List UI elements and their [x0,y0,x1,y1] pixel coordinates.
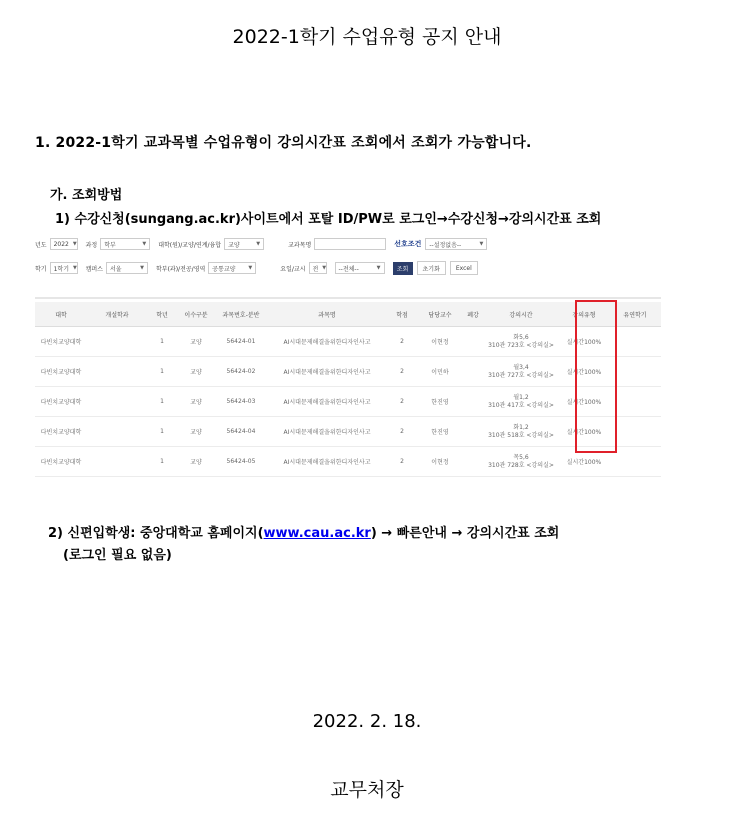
campus-select[interactable]: 서울 ▼ [106,262,148,274]
course-name-link[interactable]: AI시대문제해결을위한디자인사고 [267,387,387,417]
college-label: 대학(원)/교양/연계/융합 [158,241,222,249]
closed-cell [463,447,483,477]
col-header[interactable]: 담당교수 [417,302,463,327]
step-1-text: 1) 수강신청(sungang.ac.kr)사이트에서 포탈 ID/PW로 로그인→수강신청→강의시간표 조회 [55,212,602,227]
type-cell: 교양 [177,447,215,477]
table-row[interactable] [35,417,661,447]
campus-label: 캠퍼스 [85,265,103,273]
timetable-screenshot [35,232,661,469]
type-cell: 교양 [177,387,215,417]
table-row[interactable] [35,327,661,357]
divider [35,297,661,299]
time-cell: 월1,2 310관 417호 <강의실> [483,387,559,417]
class-type-cell: 실시간100% [559,357,609,387]
course-number-link[interactable]: 56424-01 [215,327,267,357]
day-select[interactable]: 전 ▼ [309,262,327,274]
step-2-text: 2) 신편입학생: 중앙대학교 홈페이지(www.cau.ac.kr) → 빠른안내 → 강의시간표 조회 [48,526,560,541]
professor-link[interactable]: 이현정 [417,327,463,357]
year-select[interactable]: 2022 ▼ [50,238,78,250]
professor-link[interactable]: 한진영 [417,417,463,447]
course-name-link[interactable]: AI시대문제해결을위한디자인사고 [267,327,387,357]
professor-link[interactable]: 이민하 [417,357,463,387]
step-2-note: (로그인 필요 없음) [63,548,172,563]
section-1-text: 1. 2022-1학기 교과목별 수업유형이 강의시간표 조회에서 조회가 가능합니다. [35,135,532,151]
col-header[interactable]: 폐강 [463,302,483,327]
excel-button[interactable]: Excel [450,261,478,275]
condition-select[interactable]: --설정없음-- ▼ [425,238,487,250]
course-number-link[interactable]: 56424-02 [215,357,267,387]
search-button[interactable]: 조회 [393,262,413,275]
dept-cell [87,357,147,387]
college-cell: 다빈치교양대학 [35,327,87,357]
college-cell: 다빈치교양대학 [35,417,87,447]
chevron-down-icon: ▼ [142,241,147,247]
college-cell: 다빈치교양대학 [35,357,87,387]
subject-label: 교과목명 [288,241,312,249]
course-name-link[interactable]: AI시대문제해결을위한디자인사고 [267,357,387,387]
grade-cell: 1 [147,417,177,447]
class-type-cell: 실시간100% [559,447,609,477]
chevron-down-icon: ▼ [322,265,327,271]
col-header[interactable]: 학년 [147,302,177,327]
chevron-down-icon: ▼ [256,241,261,247]
dept-select[interactable]: 공통교양 ▼ [208,262,256,274]
course-name-link[interactable]: AI시대문제해결을위한디자인사고 [267,417,387,447]
credit-cell: 2 [387,387,417,417]
col-header[interactable]: 대학 [35,302,87,327]
table-row[interactable] [35,447,661,477]
course-number-link[interactable]: 56424-04 [215,417,267,447]
table-row[interactable] [35,357,661,387]
closed-cell [463,417,483,447]
type-cell: 교양 [177,417,215,447]
notice-date: 2022. 2. 18. [312,711,422,732]
col-header[interactable]: 이수구분 [177,302,215,327]
dept-cell [87,447,147,477]
col-header[interactable]: 강의유형 [559,302,609,327]
semester-label: 학기 [35,265,47,273]
dept-cell [87,387,147,417]
professor-link[interactable]: 이현정 [417,447,463,477]
grade-cell: 1 [147,387,177,417]
credit-cell: 2 [387,357,417,387]
college-cell: 다빈치교양대학 [35,447,87,477]
semester-select[interactable]: 1학기 ▼ [50,262,78,274]
credit-cell: 2 [387,327,417,357]
chevron-down-icon: ▼ [248,265,253,271]
signature: 교무처장 [330,779,404,801]
timetable-table [35,302,661,477]
type-cell: 교양 [177,357,215,387]
credit-cell: 2 [387,417,417,447]
chevron-down-icon: ▼ [73,265,77,271]
credit-cell: 2 [387,447,417,477]
subject-input[interactable] [314,238,386,250]
subsection-heading: 가. 조회방법 [50,188,123,203]
col-header[interactable]: 개설학과 [87,302,147,327]
closed-cell [463,327,483,357]
table-header-row [35,302,661,327]
class-type-cell: 실시간100% [559,417,609,447]
col-header[interactable]: 과목명 [267,302,387,327]
time-cell: 화1,2 310관 518호 <강의실> [483,417,559,447]
grade-cell: 1 [147,327,177,357]
filter-row-1 [35,236,495,252]
condition-label: 선호조건 [394,240,422,248]
college-select[interactable]: 교양 ▼ [224,238,264,250]
chevron-down-icon: ▼ [140,265,144,271]
class-type-cell: 실시간100% [559,327,609,357]
professor-link[interactable]: 한진영 [417,387,463,417]
closed-cell [463,387,483,417]
col-header[interactable]: 과목번호-분반 [215,302,267,327]
class-type-highlight-box [575,300,617,453]
dept-label: 학부(과)/전공/영역 [155,265,206,273]
dept-cell [87,327,147,357]
college-cell: 다빈치교양대학 [35,387,87,417]
period-select[interactable]: --전체-- ▼ [335,262,385,274]
chevron-down-icon: ▼ [376,265,381,271]
year-label: 년도 [35,241,47,249]
table-row[interactable] [35,387,661,417]
course-select[interactable]: 학부 ▼ [100,238,150,250]
col-header[interactable]: 강의시간 [483,302,559,327]
time-cell: 목5,6 310관 728호 <강의실> [483,447,559,477]
grade-cell: 1 [147,447,177,477]
cau-homepage-link[interactable]: www.cau.ac.kr [263,526,371,541]
time-cell: 화5,6 310관 723호 <강의실> [483,327,559,357]
chevron-down-icon: ▼ [479,241,484,247]
course-name-link[interactable]: AI시대문제해결을위한디자인사고 [267,447,387,477]
notice-title: 2022-1학기 수업유형 공지 안내 [232,26,502,48]
grade-cell: 1 [147,357,177,387]
closed-cell [463,357,483,387]
reset-button[interactable]: 초기화 [417,261,446,275]
col-header[interactable]: 학점 [387,302,417,327]
col-header[interactable]: 유연학기 [609,302,661,327]
course-label: 과정 [85,241,98,249]
type-cell: 교양 [177,327,215,357]
course-number-link[interactable]: 56424-05 [215,447,267,477]
filter-row-2 [35,260,482,276]
dept-cell [87,417,147,447]
chevron-down-icon: ▼ [72,241,77,247]
day-label: 요일/교시 [280,265,306,273]
class-type-cell: 실시간100% [559,387,609,417]
time-cell: 월3,4 310관 727호 <강의실> [483,357,559,387]
course-number-link[interactable]: 56424-03 [215,387,267,417]
